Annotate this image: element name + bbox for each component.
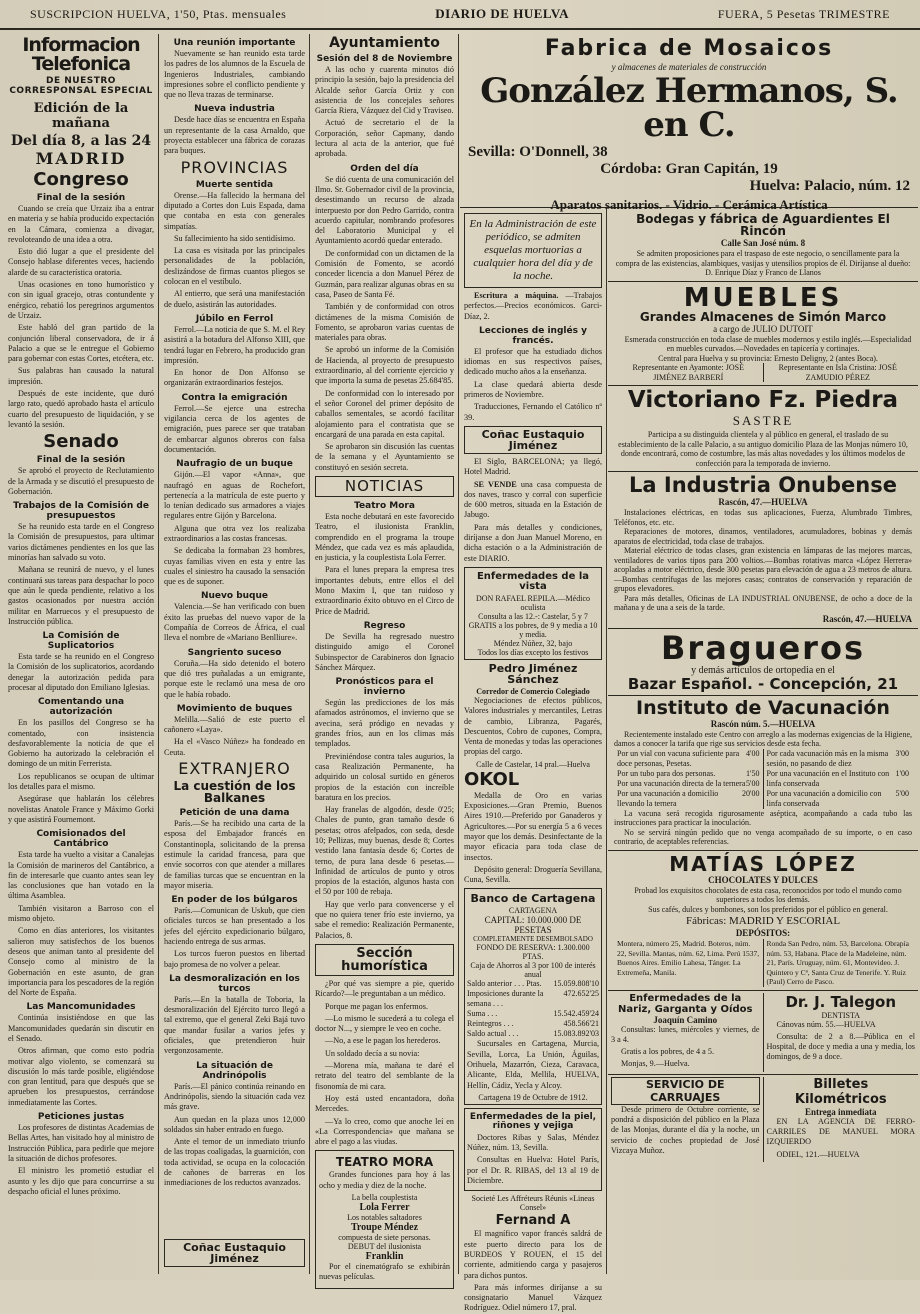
ad-text: ODIEL, 121.—HUELVA (776, 1149, 860, 1159)
tariff-label: Por una vacunación a domicilio con linfa conservada (766, 788, 882, 808)
provincias-heading: PROVINCIAS (180, 157, 289, 177)
ad-line: Bazar Español. - Concepción, 21 (627, 674, 899, 693)
article-text: Melilla.—Salió de este puerto el cañonero «Laya». (164, 714, 305, 735)
article-text: —Lo mismo le sucederá a tu colega el doctor N..., y siempre le veo en coche. (315, 1013, 454, 1034)
tariff-value: 5'00 (746, 778, 760, 788)
depositos-right: Ronda San Pedro, núm. 53, Barcelona. Obrapía núm. 53, Habana. Place de la Madeleine, núm. 21, París. Uruguay, núm. 61, Montevideo. J. Quintero y Cª, Santa Cruz de Tenerife. Y. Ruiz (Paul) Cerro de Pasco. (763, 939, 913, 987)
article-text: Después de este incidente, que duró largo rato, quedó aprobado hasta el artículo cuarto del presupuesto de liquidación, y se levantó la sesión. (8, 389, 154, 429)
ad-text: Instalaciones eléctricas, en todas sus aplicaciones, Fuerza, Alumbrado Timbres, Teléfonos, etc. etc. (614, 508, 912, 527)
ad-text: Consultas en Huelva: Hotel París, por el Dr. R. RIBAS, del 13 al 19 de Diciembre. (467, 1155, 599, 1186)
ad-line: DON RAFAEL REPILA.—Médico oculista (476, 593, 590, 612)
article-text: Ha el «Vasco Núñez» ha fondeado en Ceuta. (164, 737, 305, 757)
subheading: Peticiones justas (37, 1112, 125, 1123)
ad-line: Lola Ferrer (359, 1202, 410, 1214)
subheading: Naufragio de un buque (176, 459, 293, 470)
ad-products: Aparatos sanitarios. - Vidrio. - Cerámica Artística (550, 197, 828, 212)
sastre-ad (608, 386, 918, 472)
ad-line: DEBUT del ilusionista (347, 1242, 422, 1252)
billetes-ad (763, 1077, 919, 1162)
bodega-ad (608, 210, 918, 282)
article-text: Gijón.—El vapor «Anna», que naufragó en aguas de Rochefort, pertenecía a la matrícula de este puerto y lo tenían dedicado sus armadores a viajes regulares entre Gijón y Barcelona. (164, 470, 305, 521)
article-text: ¿Por qué vas siempre a pie, querido Ricardo?—le preguntaban a un médico. (315, 978, 454, 999)
ad-line: Corredor de Comercio Colegiado (476, 686, 590, 696)
ad-line: COMPLETAMENTE DESEMBOLSADO (473, 935, 593, 944)
doctors-row (608, 991, 918, 1075)
ad-text: Gratis a los pobres, de 4 a 5. (621, 1047, 714, 1057)
ad-heading: Enfermedades de la piel, riñones y vejiga (469, 1111, 597, 1131)
tariff-col (763, 749, 913, 809)
okol-logo: OKOL (464, 768, 520, 790)
article-text: Al entierro, que será una manifestación de duelo, asistirán las autoridades. (164, 289, 305, 309)
tariff-value: 1'00 (895, 768, 909, 778)
article-text: El ministro les prometió estudiar el asunto y les dijo que para concurrirse a su despacho oficial el lunes próximo. (8, 1166, 154, 1196)
article-text: De conformidad con lo interesado por el señor Coronel del primer depósito de caballos sementales, se acordó facilitar alojamiento para el contratista que se encargará de una parada en esta capital. (315, 388, 454, 439)
ad-text: Doctores Ribas y Salas, Méndez Núñez, núm. 13, Sevilla. (467, 1132, 599, 1153)
tariff-value: 20'00 (742, 788, 760, 798)
column-rule (458, 34, 459, 1274)
ad-heading: MUEBLES (683, 282, 843, 313)
esquelas-notice: En la Administración de este periódico, se admiten esquelas mortuorias a cualquier hora del día y de la noche. (464, 213, 602, 288)
tariff-row (617, 749, 760, 769)
article-text: Esto dió lugar a que el presidente del Consejo hablase diferentes veces, haciendo alarde de su característica oratoria. (8, 247, 154, 277)
ad-text: El profesor que ha estudiado dichos idiomas en sus respectivos países, dedicado mucho años a la enseñanza. (464, 346, 602, 377)
subheading: Regreso (363, 620, 406, 631)
subheading: Orden del día (350, 163, 419, 174)
subheading: La desmoralización en los turcos (169, 973, 300, 994)
balcanes-heading: La cuestión de los Balkanes (173, 779, 296, 806)
ad-text: Depósito general: Droguería Sevillana, Cuna, Sevilla. (464, 864, 602, 885)
tariff-row (767, 769, 910, 789)
teatro-heading: TEATRO MORA (335, 1155, 434, 1170)
article-text: Se ha reunido esta tarde en el Congreso la Comisión de presupuestos, para ultimar varios dictámenes pendientes en los que las minorías han salvado su voto. (8, 522, 154, 563)
masthead-title: DIARIO DE HUELVA (435, 6, 569, 21)
subheading: Sangriento suceso (187, 647, 282, 658)
bragueros-ad (608, 629, 918, 696)
tariff-value: 3'00 (895, 748, 909, 758)
ad-line: DENTISTA (821, 1010, 860, 1020)
tariff-label: Por una vacunación en el Instituto con linfa conservada (766, 768, 890, 788)
article-text: Unas ocasiones en tono humorístico y con sin igual gracejo, otras contundente y enérgico, rebatió los peregrinos argumentos de Urzaiz. (8, 280, 154, 320)
ad-text: Central para Huelva y su provincia: Ernesto Deligny, 2 (antes Boca). (658, 353, 878, 363)
representative: Representante en Isla Cristina: JOSÉ ZAMUDIO PÉREZ (763, 363, 913, 382)
masthead-left: SUSCRIPCION HUELVA, 1'50, Ptas. mensuales (30, 6, 287, 21)
ad-text: Medalla de Oro en varias Exposiciones.—Gran Premio, Buenos Aires 1910.—Preferido por Ganaderos y Agricultores.—Por su energía 5 a 6 veces mayor que los demás. Desinfectante de la mayor eficacia para toda clase de insectos. (464, 790, 602, 862)
article-text: Alguna que otra vez los realizaba extraordinarios a las costas francesas. (164, 523, 305, 543)
article-text: La casa es visitada por las principales personalidades de la población, deslizándose de firmas cuantos pliegos se colocan en el vestíbulo. (164, 246, 305, 287)
article-text: —No, a ese le pagan los herederos. (325, 1036, 441, 1046)
article-text: Porque me pagan los enfermos. (325, 1001, 428, 1011)
article-text: Esta noche debutará en este favorecido Teatro, el ilusionista Franklin, comprendido en el programa la troupe Méndez, que cada vez es más aplaudida, en justicia, y la couplestista Lola Ferrer. (315, 511, 454, 563)
subheading: La situación de Andrinópolis (196, 1060, 273, 1081)
ad-heading: Pedro Jiménez Sánchez (488, 661, 578, 686)
ad-heading: Banco de Cartagena (470, 892, 596, 906)
article-text: Previniéndose contra tales augurios, la casa Realización Permanente, ha adquirido un colosal surtido en géneros propios de la estación con increíble baratura en los precios. (315, 751, 454, 802)
ad-line: Entrega inmediata (804, 1106, 877, 1117)
row-value: 15.542.459'24 (553, 1009, 599, 1019)
ad-line: a cargo de JULIO DUTOIT (713, 323, 813, 334)
tariff-label: Por un vial con vacuna suficiente para doce personas, Pesetas. (617, 748, 740, 768)
ad-text: No se servirá ningún pedido que no venga acompañado de su importe, o en caso contrario, de aceptables referencias. (614, 827, 912, 846)
article-text: Para el lunes prepara la empresa tres importantes debuts, entre ellos el del Mono Maxim I, que tan ruidoso y extraordinario éxito obtuvo en el Circo de Price de Madrid. (315, 565, 454, 616)
muebles-ad (608, 282, 918, 387)
column-1 (4, 34, 158, 1274)
matias-ad (608, 851, 918, 991)
ad-text: Para más informes diríjanse a su consignatario Manuel Vázquez Rodríguez. Odiel número 17, pral. (464, 1282, 602, 1313)
article-text: Ferrol.—La noticia de que S. M. el Rey asistirá a la botadura del Alfonso XIII, que tendrá lugar en Febrero, ha producido gran impresión. (164, 324, 305, 365)
article-text: Hay franelas de algodón, desde 0'25; Chales de punto, gran tamaño desde 6 pesetas; otros afelpados, con seda, desde 10; Pellizas, muy buenas, desde 8; Cortes vestido lana fantasía desde 6; Cortes de terno, de pura lana desde 6 pesetas.—Infinidad de artículos de punto y otros propios de la estación, algunos hasta con el 50 por 100 de rebaja. (315, 805, 454, 897)
column-3 (311, 34, 458, 1282)
article-text: Asegúrase que hablarán los célebres novelistas Anatole France y Máximo Gorki y que asistirá Fournemont. (8, 794, 154, 824)
ad-line: Joaquín Camino (653, 1014, 718, 1025)
article-text: Coruña.—Ha sido detenido el botero que dió tres puñaladas a un emigrante, porque este le reclamó una mesa de oro que le había robado. (164, 658, 305, 699)
ad-text: Participa a su distinguida clientela y al público en general, el traslado de su establecimiento de la calle Palacio, a su antiguo domicilio Plaza de las Monjas número 10, donde encontrará, como de costumbre, las más altas novedades y los últimos modelos de confección para la temporada de invierno. (618, 430, 908, 468)
ad-line: Calle de Castelar, 14 pral.—Huelva (476, 759, 590, 769)
ad-text: Desde primero de Octubre corriente, se pondrá a disposición del público en la Plaza de las Monjas, durante el día y la noche, un servicio de coches propiedad de José Vizcaya Muñoz. (611, 1104, 760, 1155)
article-text: —Morena mía, mañana te daré el retrato del teatro del semblante de la fisonomía de mi cara. (315, 1061, 454, 1091)
column-rule (158, 34, 159, 1274)
humor-heading: Sección humorística (315, 944, 454, 976)
cognac-ad: Coñac Eustaquio Jiménez (464, 426, 602, 454)
article-text: También visitaron a Barroso con el mismo objeto. (8, 903, 154, 924)
ad-text: Consultas: lunes, miércoles y viernes, de 3 a 4. (611, 1024, 760, 1044)
column-rule (606, 208, 607, 1274)
article-text: Otros afirman, que como esto podría motivar algo violento, se comenzará su discusión lo más tarde posible, eligiéndose con gran lentitud, para que después que se aprueben los presupuestos, cerrándose inmediatamente las Cortes. (8, 1046, 154, 1107)
ad-text: Por el cinematógrafo se exhibirán nuevas películas. (319, 1262, 450, 1282)
ad-line: Troupe Méndez (350, 1222, 419, 1234)
ad-address-sevilla: Sevilla: O'Donnell, 38 (468, 144, 608, 160)
ad-line: Cartagena 19 de Octubre de 1912. (478, 1092, 588, 1102)
section-title: Informacion Telefonica (22, 34, 140, 75)
ad-line: Consulta a las 12.-: Castelar, 5 y 7 (478, 611, 588, 621)
ad-heading: Bragueros (661, 628, 865, 667)
article-text: Se aprobó un informe de la Comisión de Hacienda, al proyecto de presupuesto extraordinario, al del corriente ejercicio y que importa la suma de pesetas 25.684'85. (315, 345, 454, 386)
bottom-ads-row (608, 1075, 918, 1164)
tariff-label: Por un tubo para dos personas. (617, 768, 716, 778)
row-value: 458.566'21 (563, 1019, 599, 1029)
talegon-ad (763, 993, 919, 1072)
ad-line: Caja de Ahorros al 3 por 100 de interés anual (470, 961, 596, 980)
tariff-value: 1'50 (746, 768, 760, 778)
tariff-row (767, 789, 910, 809)
ad-heading: Enfermedades de la Nariz, Garganta y Oídos (618, 992, 753, 1015)
ad-line: Todos los días excepto los festivos (477, 647, 589, 657)
instituto-ad (608, 696, 918, 851)
banco-row (467, 1009, 599, 1019)
subheading: Comentando una autorización (37, 697, 125, 718)
article-text: Valencia.—Se han verificado con buen éxito las pruebas del nuevo vapor de la Compañía de Correos de África, el cual lleva el nombre de «Mariano Benlliure». (164, 602, 305, 643)
article-text: Cuando se creía que Urzaiz iba a entrar en materia y se había producido expectación en la Cámara, comienza a divagar, revoloteando de una idea a otra. (8, 204, 154, 244)
article-text: Un soldado decía a su novia: (325, 1048, 420, 1058)
ad-text: Monjas, 9.—Huelva. (621, 1059, 690, 1069)
depositos-list (614, 939, 912, 987)
row-label: Saldo actual . . . (467, 1029, 519, 1039)
ad-line: Rascón, 47.—HUELVA (822, 613, 912, 624)
subheading: Comisionados del Cantábrico (36, 829, 126, 850)
depositos-left: Montera, número 25, Madrid. Boteros, núm. 22, Sevilla. Mantas, núm. 62, Lima. Perú 1537, Buenos Aires. Emilio Lahesa, Tánger. La Extremeña, Manila. (617, 939, 760, 977)
article-text: Sus palabras han causado la natural impresión. (8, 366, 154, 386)
banco-row (467, 989, 599, 1009)
ad-line: Calle San José núm. 8 (720, 238, 806, 248)
subheading: Sesión del 8 de Noviembre (316, 54, 453, 64)
column-5 (608, 210, 918, 1274)
senado-heading: Senado (43, 431, 119, 453)
congreso-heading: Congreso (33, 169, 129, 190)
row-value: 472.652'25 (563, 989, 599, 999)
noticias-heading: NOTICIAS (315, 476, 454, 497)
tariff-label: Por una vacunación directa de la ternera (617, 778, 746, 788)
article-text: Se aprobaron sin discusión las cuentas de la semana y el Ayuntamiento se constituyó en sesión secreta. (315, 442, 454, 472)
ad-heading: La Industria Onubense (629, 473, 897, 497)
ad-heading: Dr. J. Talegon (785, 992, 897, 1011)
nariz-ad (608, 993, 763, 1072)
ayuntamiento-heading: Ayuntamiento (329, 35, 440, 51)
subheading: Contra la emigración (181, 392, 288, 403)
tariff-table (614, 749, 912, 809)
row-label: Saldo anterior . . . Ptas. (467, 979, 542, 989)
tariff-row (767, 749, 910, 769)
ad-line: CARTAGENA (508, 906, 558, 916)
industria-ad (608, 472, 918, 629)
ad-heading: Victoriano Fz. Piedra (627, 387, 899, 413)
masthead-right: FUERA, 5 Pesetas TRIMESTRE (717, 6, 890, 21)
banco-row (467, 1019, 599, 1029)
article-text: París.—Se ha recibido una carta de la esposa del Embajador francés en Constantinopla, solicitando de la prensa estimule la caridad francesa, para que envíe socorros con que atender a millares de familias turcas que se encuentran en la mayor miseria. (164, 819, 305, 890)
subheading: Las Mancomunidades (26, 1002, 136, 1013)
article-text: También y de conformidad con otros dictámenes de la misma Comisión de Fomento, se aprobaron varias cuentas de materiales para obras. (315, 302, 454, 343)
ad-text: Cánovas núm. 55.—HUELVA (776, 1019, 876, 1029)
ad-text: Negociaciones de efectos públicos, Valores industriales y mercantiles, Letras de cambio, Libranza, Pagarés, Descuentos, Cobro de cupones, Compra, Venta de monedas y todas las operaciones propias del cargo. (464, 695, 602, 757)
ad-body: una casa compuesta de dos naves, trasco y corral con superficie de 600 metros, situada en la Estación de Jabugo. (464, 479, 603, 520)
ad-line: Societé Les Affréteurs Réunis «Lineas Consel» (471, 1194, 595, 1213)
subheading: Muerte sentida (195, 179, 274, 190)
ad-text: Esmerada construcción en toda clase de muebles modernos y estilo inglés.—Especialidad en muebles curvados.—Novedades en tapicería y cortinajes. (624, 334, 912, 353)
subheading: Una reunión importante (173, 38, 296, 48)
ad-line: La bella couplestista (351, 1193, 418, 1203)
subheading: Final de la sesión (36, 455, 126, 466)
ad-heading: Enfermedades de la vista (476, 570, 590, 592)
vista-ad (464, 567, 602, 660)
ad-line: Méndez Núñez, 32, bajo (493, 638, 573, 648)
subheading: Nueva industria (194, 104, 275, 115)
column-2 (160, 34, 309, 1274)
ad-text: Se admiten proposiciones para el traspaso de este negocio, o sencillamente para la compra de las existencias, alambiques, vasijas y utensilios propios de él. Diríjanse al dueño: D. Enrique Díaz y Franco de Llanos (615, 249, 911, 277)
article-text: De Sevilla ha regresado nuestro distinguido amigo el Coronel Subinspector de Carabineros don Ignacio Sánchez Márquez. (315, 631, 454, 672)
tariff-row (617, 789, 760, 809)
article-text: Continúa insistiéndose en que las Mancomunidades quedarán sin discutir en el Senado. (8, 1013, 154, 1043)
article-text: Los republicanos se ocupan de ultimar los detalles para el mismo. (8, 771, 154, 792)
ad-line: CHOCOLATES Y DULCES (708, 874, 818, 885)
subheading: Movimiento de buques (176, 703, 293, 714)
ad-heading: SERVICIO DE CARRUAJES (611, 1077, 760, 1105)
article-text: En los pasillos del Congreso se ha comentado, con insistencia desfavorablemente la noticia de que el Gobierno ha autorizado la celebración el domingo de un mitin Ferrerista. (8, 718, 154, 769)
subheading: En poder de los búlgaros (171, 895, 298, 906)
teatro-mora-ad (315, 1150, 454, 1288)
row-label: Imposiciones durante la semana . . . (467, 989, 544, 1009)
article-text: En honor de Don Alfonso se organizarán extraordinarios festejos. (164, 368, 305, 388)
article-text: Se dedicaba la formaban 23 hombres, cuyas familias viven en esta y entre las cuales el siniestro ha causado la sensación que es de suponer. (164, 546, 305, 587)
article-text: Los turcos fueron puestos en libertad bajo promesa de no volver a pelear. (164, 949, 305, 969)
ad-title: Fabrica de Mosaicos (544, 36, 834, 61)
representative: Representante en Ayamonte: JOSÉ JIMÉNEZ BARBERÍ (632, 363, 744, 382)
tariff-label: Por una vacunación a domicilio llevando la ternera (617, 788, 719, 808)
ad-text: Consulta: de 2 a 8.—Pública en el Hospital, de doce y media a una y media, los domingos, de 9 a doce. (766, 1031, 915, 1062)
article-text: Los profesores de distintas Academias de Bellas Artes, han visitado hoy al ministro de Instrucción Pública, para pedirle que mejore la situación de dichos profesores. (8, 1123, 154, 1163)
ad-line: compuesta de siete personas. (338, 1233, 431, 1243)
carruajes-ad (608, 1077, 763, 1162)
tariff-value: 4'00 (746, 748, 760, 758)
city-heading: MADRID (35, 149, 127, 168)
ad-line: Rascón, 47.—HUELVA (718, 497, 808, 507)
ad-line: DEPÓSITOS: (735, 928, 791, 938)
ad-text: Sus cafés, dulces y bombones, son los preferidos por el público en general. (648, 904, 888, 914)
gonzalez-ad (460, 34, 918, 212)
ad-text: El magnífico vapor francés saldrá de este puerto directo para los de BURDEOS Y ROUEN, el 15 del corriente, admitiendo carga y pasajeros para dichos puntos. (464, 1229, 602, 1280)
article-text: Se dió cuenta de una comunicación del Ilmo. Sr. Gobernador civil de la provincia, desestimando un recurso de alzada interpuesto por don Pedro Garrido, contra acuerdo capitular, nombrando profesores del Laboratorio Municipal y el Ayuntamiento acordó quedar enterado. (315, 174, 454, 246)
article-text: París.—El pánico continúa reinando en Andrinópolis, siendo la situación cada vez más grave. (164, 1081, 305, 1112)
article-text: París.—Comunican de Uskub, que cien oficiales turcos se han presentado a los jefes del ejército expedicionario búlgaro, haciendo entrega de sus armas. (164, 906, 305, 946)
ad-text (464, 291, 602, 322)
ad-address-cordoba: Córdoba: Gran Capitán, 19 (600, 161, 778, 177)
tariff-col (614, 749, 763, 809)
ad-text: Traducciones, Fernando el Católico nº 39. (464, 402, 602, 422)
subheading: Petición de una dama (179, 808, 290, 819)
ad-text: Para más detalles y condiciones, diríjanse a don Juan Manuel Moreno, en dicha estación o a la Administración de este DIARIO. (464, 522, 602, 563)
ad-text: EN LA AGENCIA DE FERRO-CARRILES DE MANUEL MORA IZQUIERDO (766, 1116, 915, 1147)
ad-heading: Escritura a máquina. (474, 291, 559, 300)
ship-name: Fernand A (495, 1213, 571, 1229)
ad-heading: Bodegas y fábrica de Aguardientes El Rincón (636, 212, 890, 238)
row-label: Suma . . . (467, 1009, 498, 1019)
ad-line: CAPITAL: 10.000.000 DE PESETAS (484, 915, 582, 936)
subheading: La Comisión de Suplicatorios (42, 631, 120, 652)
subheading: Júbilo en Ferrol (195, 313, 274, 324)
tariff-row (617, 779, 760, 789)
ad-line: Grandes Almacenes de Simón Marco (639, 309, 887, 324)
ad-body: —Trabajos perfectos.—Precios económicos. Garci-Díaz, 2. (464, 291, 602, 321)
tariff-row (617, 769, 760, 779)
article-text: Como en días anteriores, los visitantes salieron muy satisfechos de los buenos deseos que animan tanto al presidente del Consejo como al ministro de la Gobernación en este asunto, de gran importancia para los pescadores de la región del Norte de España. (8, 926, 154, 998)
edition-heading: Edición de la mañana (33, 101, 129, 131)
ad-text: Sucursales en Cartagena, Murcia, Sevilla, Lorca, La Unión, Águilas, Orihuela, Mazarrón, Cieza, Caravaca, Alicante, Elda, Mellila, HUELVA, Hellín, Cádiz, Yecla y Alcoy. (467, 1039, 599, 1090)
ad-line: SASTRE (732, 413, 794, 428)
article-text: Hay que verlo para convencerse y el que no quiera tener frío este invierno, ya sabe el remedio: Realización Permanente, Palacios, 8. (315, 899, 454, 940)
ad-address-huelva: Huelva: Palacio, núm. 12 (749, 178, 910, 194)
banco-row (467, 979, 599, 989)
dateline: Del día 8, a las 24 (10, 133, 152, 149)
article-text: Esta tarde se ha reunido en el Congreso la Comisión de los suplicatorios, acordando denegar la autorización pedida para procesar al diputado don Emiliano Iglesias. (8, 652, 154, 692)
article-text: Se aprobó el proyecto de Reclutamiento de la Armada y se discutió el presupuesto de Gobernación. (8, 466, 154, 496)
article-text: Ante el temor de un inmediato triunfo de las tropas coaligadas, la guarnición, con toda actividad, se ocupa en la colocación de cañones de barreras en los inmediaciones de los reductos avanzados. (164, 1137, 305, 1188)
section-subtitle: DE NUESTRO CORRESPONSAL ESPECIAL (9, 76, 153, 96)
ad-heading: Billetes Kilométricos (794, 1076, 887, 1107)
cognac-ad: Coñac Eustaquio Jiménez (164, 1239, 305, 1267)
tariff-label: Por cada vacunación más en la misma sesión, no pasando de diez (766, 748, 889, 768)
subheading: Teatro Mora (354, 500, 415, 511)
article-text: A las ocho y cuarenta minutos dió principio la sesión, bajo la presidencia del Alcalde señor García Ortiz y con asistencia de los concejales señores García Riera, Vázquez del Cid y Traviseo. (315, 65, 454, 116)
column-4 (460, 210, 606, 1313)
ad-heading: Instituto de Vacunación (636, 696, 890, 719)
article-text: Según las predicciones de los más afamados astrónomos, el invierno que se avecina, será pródigo en nevadas y grandes fríos, aun en los climas más templados. (315, 698, 454, 749)
ad-text: La clase quedará abierta desde primeros de Noviembre. (464, 379, 602, 400)
ad-text: Reparaciones de motores, dinamos, ventiladores, acumuladores, bobinas y demás aparatos de electricidad, toda clase de trabajos. (614, 527, 912, 546)
ad-line: Fábricas: MADRID Y ESCORIAL (685, 915, 841, 927)
ad-text: Material eléctrico de todas clases, gran existencia en lámparas de las mejores marcas, ventiladores de varios tipos para 200 voltios.—Bombas rotativas marca «López Herrera» acopladas a motor eléctrico, desde 300 pesetas para elevación de agua a 23 metros de altura.—Bombas centrífugas de las mejores casas; contratos de conservación y reparación de grupos elevadores. (614, 546, 912, 593)
ad-text: Probad los exquisitos chocolates de esta casa, reconocidos por todo el mundo como superiores a todos los demás. (634, 885, 902, 904)
masthead (0, 0, 920, 30)
row-label: Reintegros . . . (467, 1019, 514, 1029)
ad-heading: SE VENDE (474, 479, 517, 489)
extranjero-heading: EXTRANJERO (178, 759, 291, 779)
article-text: Aun quedan en la plaza unos 12,000 soldados sin haber entrado en fuego. (164, 1114, 305, 1134)
subheading: Pronósticos para el invierno (335, 677, 434, 698)
article-text: Actuó de secretario el de la Corporación, señor Capmany, dando lectura al acta de la anterior, que fué aprobada. (315, 118, 454, 159)
article-text: Esta tarde ha vuelto a visitar a Canalejas la Comisión de marineros del Cantábrico, a fin de interesarle que cuanto antes sean ley las conclusiones que han votado en la última Asamblea. (8, 850, 154, 901)
ad-line: y demás artículos de ortopedia en el (691, 664, 835, 676)
subheading: Trabajos de la Comisión de presupuestos (13, 501, 149, 522)
article-text: —Ya lo creo, como que anoche leí en «La Correspondencia» que mañana se abre el pago a las viudas. (315, 1116, 454, 1147)
article-text: De conformidad con un dictamen de la Comisión de Fomento, se acordó conceder licencia a don Manuel Pérez de Guzmán, para realizar algunas obras en su casa, Paseo de Santa Fé. (315, 248, 454, 299)
rinon-ad (464, 1108, 602, 1191)
article-text: París.—En la batalla de Toboria, la desmoralización del Ejército turco llegó a tal extremo, que el general Zeki Bajá tuvo que mandar fusilar a varios jefes y oficiales, que pretendieron huir vergonzosamente. (164, 994, 305, 1056)
ad-line: Rascón núm. 5.—HUELVA (710, 718, 816, 729)
article-text: Mañana se reunirá de nuevo, y el lunes continuará sus tareas para despachar lo poco que aún le queda pendiente, relativo a los gastos ocasionados por nuestra acción militar en Marruecos y el presupuesto de Instrucción pública. (8, 565, 154, 626)
article-text: Desde hace días se encuentra en España un representante de la casa Arnaldo, que proyecta establecer una fábrica de corazas para buques. (164, 115, 305, 156)
ad-text: El Siglo, BARCELONA; ya llegó, Hotel Madrid. (464, 456, 602, 477)
ad-line: Franklin (365, 1251, 404, 1263)
subheading: Lecciones de inglés y francés. (479, 325, 587, 346)
article-text: Su fallecimiento ha sido sentidísimo. (174, 233, 296, 243)
row-value: 15.083.892'03 (553, 1029, 599, 1039)
ad-line: FONDO DE RESERVA: 1.300.000 PTAS. (476, 943, 590, 962)
ad-text: Recientemente instalado este Centro con arreglo a las modernas exigencias de la Higiene, damos a conocer la tarifa que rige sus servicios desde esta fecha. (614, 729, 912, 748)
subheading: Nuevo buque (200, 591, 269, 602)
ad-text: Para más detalles, Oficinas de LA INDUSTRIAL ONUBENSE, de ocho a doce de la mañana y de una a seis de la tarde. (614, 593, 912, 612)
ad-line: GRATIS a los pobres, de 9 y media a 10 y media. (468, 620, 598, 639)
article-text: Este habló del gran partido de la conjunción liberal conservadora, de ir á Palacio a que se le entregue el Gobierno para gobernar con estas Cortes, etcétera, etc. (8, 323, 154, 364)
ad-brand: González Hermanos, S. en C. (480, 71, 898, 145)
representatives (614, 363, 912, 382)
article-text: Ferrol.—Se ejerce una estrecha vigilancia cerca de los agentes de emigración, pues parece ser que trataban de embarcar algunos obreros con falsa documentación. (164, 403, 305, 454)
article-text: Orense.—Ha fallecido la hermana del diputado a Cortes don Luis Espada, dama que contaba en esta con generales simpatías. (164, 190, 305, 231)
ad-text (464, 480, 602, 521)
column-rule (309, 34, 310, 1274)
ad-text: Grandes funciones para hoy á las ocho y media y diez de la noche. (319, 1170, 450, 1190)
ad-heading: MATÍAS LÓPEZ (669, 851, 857, 876)
ad-line: Los notables saltadores (347, 1213, 422, 1223)
banco-row (467, 1029, 599, 1039)
row-value: 15.059.808'10 (553, 979, 599, 989)
banco-ad (464, 888, 602, 1104)
article-text: Nuevamente se han reunido esta tarde los padres de los alumnos de la Escuela de Ingenieros Industriales, cambiando impresiones sobre el conflicto pendiente y que no lleva trazas de terminarse. (164, 49, 305, 100)
ad-text: La vacuna será recogida rigurosamente aséptica, acompañando a cada tubo las instrucciones para practicar la inoculación. (614, 808, 912, 827)
tariff-value: 5'00 (895, 788, 909, 798)
article-text: Hoy está usted encantadora, doña Mercedes. (315, 1093, 454, 1114)
subheading: Final de la sesión (36, 193, 126, 203)
ad-subtitle: y almacenes de materiales de construcción (611, 62, 767, 72)
